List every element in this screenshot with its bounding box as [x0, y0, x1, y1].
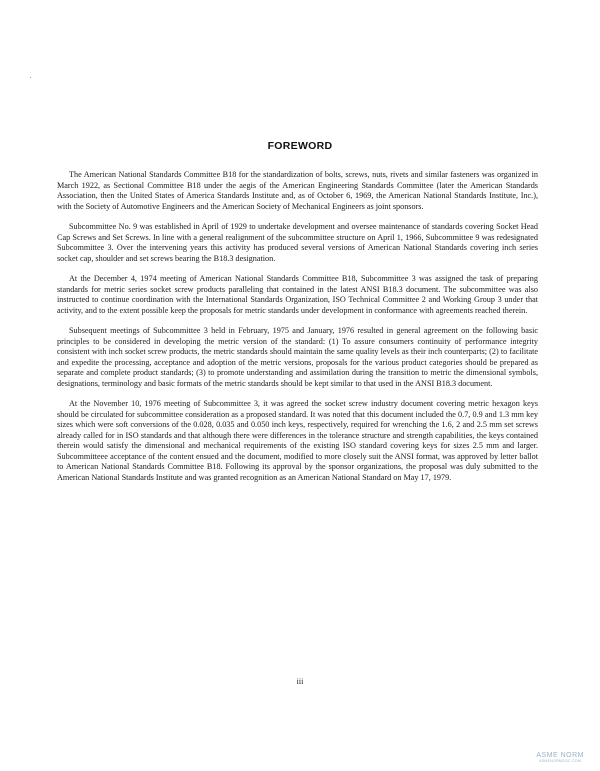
watermark-main: ASME NORM	[536, 752, 584, 759]
foreword-body	[57, 170, 538, 493]
paragraph-2: Subcommittee No. 9 was established in April of 1929 to undertake development and oversee maintenance of standards covering Socket Head Cap Screws and Set Screws. In line with a general realignment of the subcommittee structure on April 1, 1966, Subcommittee 9 was redesignated Subcommittee 3. Over the intervening years this activity has produced several versions of American National Standards covering inch series socket cap, shoulder and set screws bearing the B18.3 designation.	[57, 222, 538, 263]
page-number: iii	[296, 677, 304, 686]
page-title: FOREWORD	[267, 140, 333, 152]
paragraph-5: At the November 10, 1976 meeting of Subcommittee 3, it was agreed the socket screw industry document covering metric hexagon keys should be circulated for subcommittee consideration as a proposed standard. It was noted that this document included the 0.7, 0.9 and 1.3 mm key sizes which were soft conversions of the 0.028, 0.035 and 0.050 inch keys, respectively, required for wrenching the 1.6, 2 and 2.5 mm set screws already called for in ISO standards and that although there were differences in the tolerance structure and strength capabilities, the keys contained therein would satisfy the dimensional and mechanical requirements of the existing ISO standard covering keys for sizes 2.5 mm and larger. Subcommitteee acceptance of the content ensued and the document, modified to more closely suit the ANSI format, was approved by letter ballot to American National Standards Committee B18. Following its approval by the sponsor organizations, the proposal was duly submitted to the American National Standards Institute and was granted recognition as an American National Standard on May 17, 1979.	[57, 399, 538, 482]
paragraph-1: The American National Standards Committee B18 for the standardization of bolts, screws, nuts, rivets and similar fasteners was organized in March 1922, as Sectional Committee B18 under the aegis of the American Engineering Standards Committee (later the American Standards Association, then the United States of America Standards Institute and, as of October 6, 1969, the American National Standards Institute, Inc.), with the Society of Automotive Engineers and the American Society of Mechanical Engineers as joint sponsors.	[57, 170, 538, 211]
watermark-logo	[536, 752, 584, 763]
scan-speck	[30, 77, 31, 78]
paragraph-3: At the December 4, 1974 meeting of American National Standards Committee B18, Subcommittee 3 was assigned the task of preparing standards for metric series socket screw products paralleling that contained in the latest ANSI B18.3 document. The subcommittee was also instructed to continue coordination with the International Standards Organization, ISO Technical Committee 2 and Working Group 3 under that activity, and to the extent possible keep the proposals for metric standards under development in conformance with agreements reached therein.	[57, 274, 538, 315]
paragraph-4: Subsequent meetings of Subcommittee 3 held in February, 1975 and January, 1976 resulted in general agreement on the following basic principles to be considered in developing the metric version of the standard: (1) To assure consumers continuity of performance integrity consistent with inch socket screw products, the metric standards should maintain the same quality levels as their inch counterparts; (2) to facilitate and expedite the processing, acceptance and adoption of the metric versions, proposals for the various product categories should be prepared as separate and complete product standards; (3) to promote understanding and assimilation during the transition to metric the dimensional symbols, designations, terminology and basic formats of the metric standards should be kept similar to that used in the ANSI B18.3 document.	[57, 326, 538, 388]
watermark-sub: ASMENORMDOC.COM	[539, 759, 582, 763]
